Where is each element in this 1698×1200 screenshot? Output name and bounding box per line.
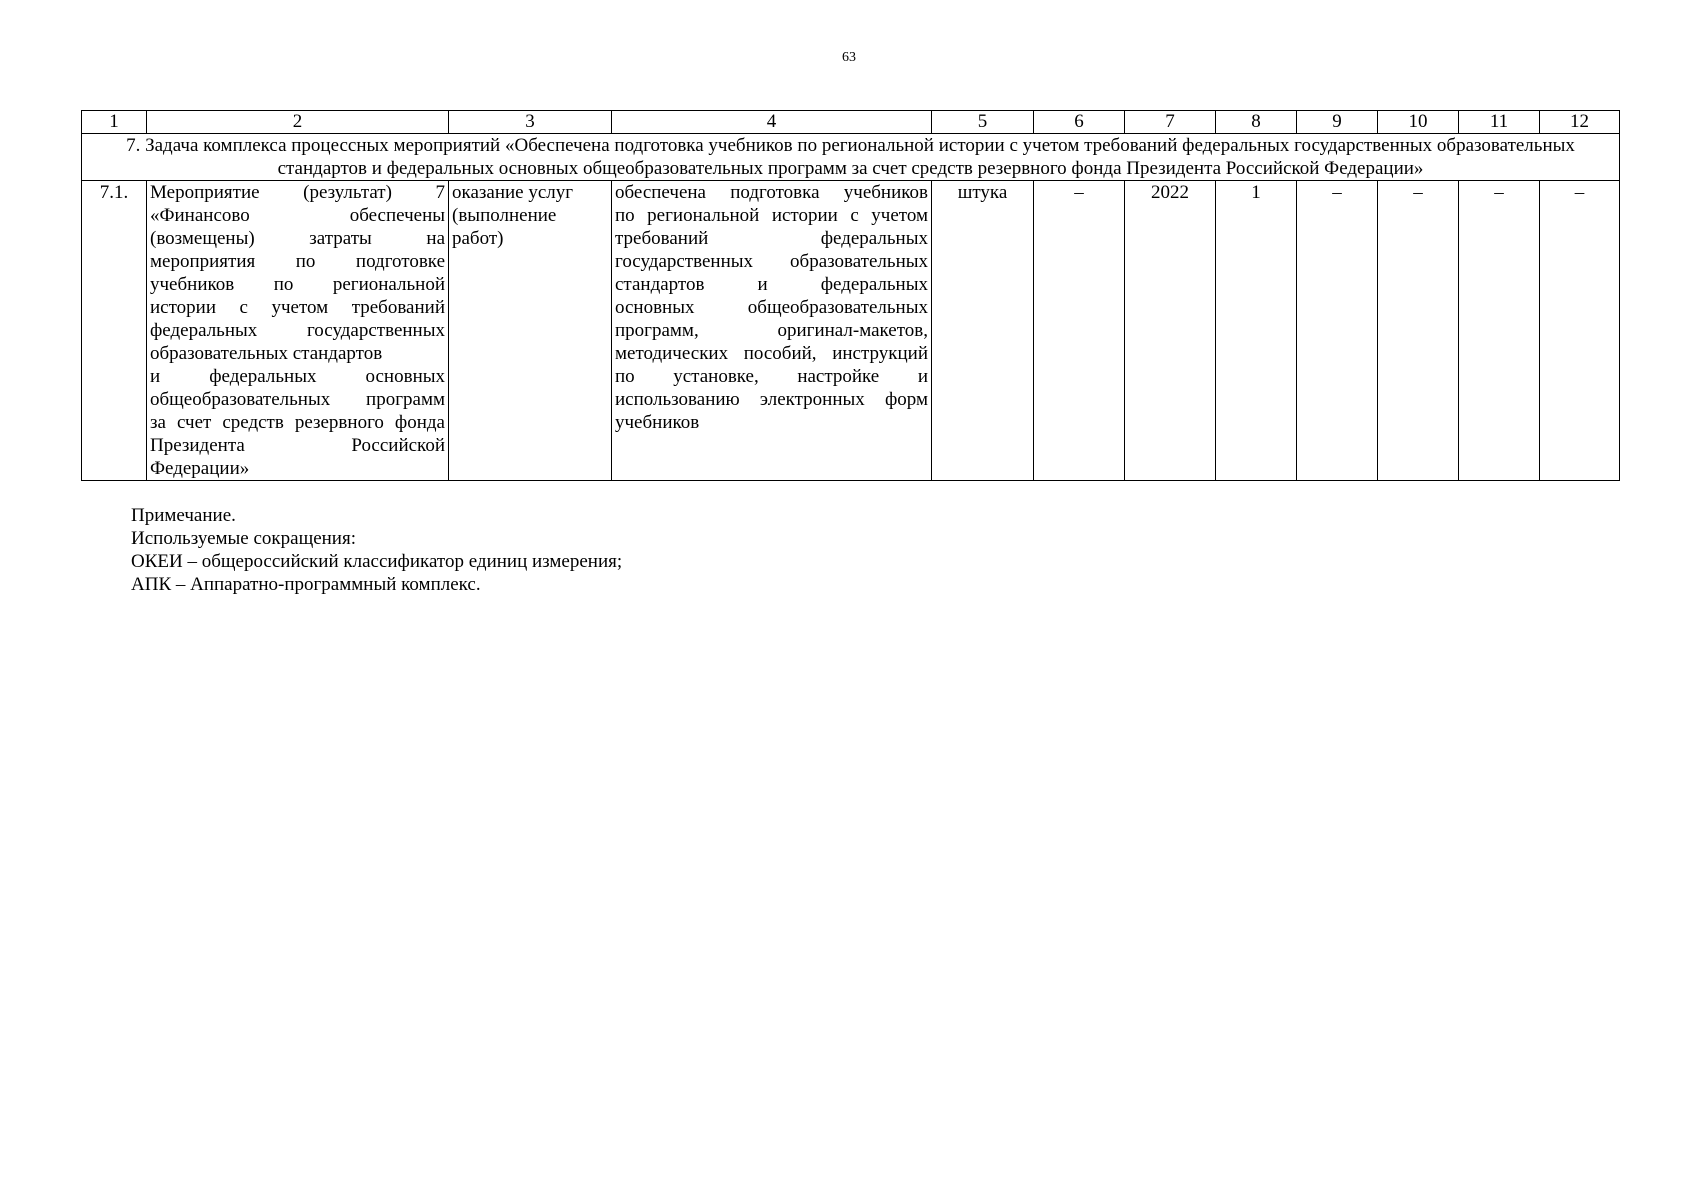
section-row: [82, 134, 1620, 181]
value-cell-11: –: [1459, 181, 1540, 481]
measure-name-line: Федерации»: [150, 458, 250, 479]
column-number: 6: [1034, 111, 1125, 134]
measure-type-cell: [449, 181, 612, 481]
measures-table: [81, 110, 1620, 481]
characteristic-line: учебников: [615, 412, 700, 433]
column-number: 8: [1216, 111, 1297, 134]
characteristic-line: государственных образовательных: [615, 251, 928, 272]
measure-type-line: (выполнение: [452, 205, 557, 226]
column-number: 5: [932, 111, 1034, 134]
measure-name-line: Мероприятие (результат) 7: [150, 182, 445, 203]
value-cell-10: –: [1378, 181, 1459, 481]
characteristic-cell: [612, 181, 932, 481]
measure-name-line: федеральных государственных: [150, 320, 445, 341]
characteristic-line: по установке, настройке и: [615, 366, 928, 387]
note-subtitle: Используемые сокращения:: [131, 528, 356, 549]
note-item: ОКЕИ – общероссийский классификатор единиц измерения;: [131, 551, 623, 572]
measure-type-line: работ): [452, 228, 504, 249]
value-cell-6: –: [1034, 181, 1125, 481]
measure-name-line: и федеральных основных: [150, 366, 445, 387]
note-title: Примечание.: [131, 505, 236, 526]
characteristic-line: требований федеральных: [615, 228, 928, 249]
year-cell: 2022: [1125, 181, 1216, 481]
characteristic-line: методических пособий, инструкций: [615, 343, 928, 364]
measure-name-line: за счет средств резервного фонда: [150, 412, 445, 433]
characteristic-line: обеспечена подготовка учебников: [615, 182, 928, 203]
measure-name-line: (возмещены) затраты на: [150, 228, 445, 249]
column-number: 4: [612, 111, 932, 134]
measure-name-line: мероприятия по подготовке: [150, 251, 445, 272]
column-number: 9: [1297, 111, 1378, 134]
section-title: 7. Задача комплекса процессных мероприятий «Обеспечена подготовка учебников по региональной истории с учетом требований федеральных государственных образовательных стандартов и федеральных основных общеобразовательных программ за счет средств резервного фонда Президента Российской Федерации»: [82, 134, 1620, 181]
page-number: 63: [842, 50, 856, 65]
measure-name-cell: [147, 181, 449, 481]
characteristic-line: использованию электронных форм: [615, 389, 928, 410]
column-number: 2: [147, 111, 449, 134]
measure-name-line: учебников по региональной: [150, 274, 445, 295]
note-block: [131, 504, 622, 596]
note-item: АПК – Аппаратно-программный комплекс.: [131, 574, 481, 595]
characteristic-line: основных общеобразовательных: [615, 297, 928, 318]
characteristic-line: по региональной истории с учетом: [615, 205, 928, 226]
column-number: 12: [1540, 111, 1620, 134]
column-number: 11: [1459, 111, 1540, 134]
column-number: 10: [1378, 111, 1459, 134]
measure-name-line: «Финансово обеспечены: [150, 205, 445, 226]
column-number: 7: [1125, 111, 1216, 134]
measure-name-line: образовательных стандартов: [150, 343, 383, 364]
column-number: 3: [449, 111, 612, 134]
characteristic-line: стандартов и федеральных: [615, 274, 928, 295]
value-cell-12: –: [1540, 181, 1620, 481]
measure-name-line: истории с учетом требований: [150, 297, 445, 318]
measure-name-line: общеобразовательных программ: [150, 389, 445, 410]
characteristic-line: программ, оригинал-макетов,: [615, 320, 928, 341]
column-number-row: [82, 111, 1620, 134]
table-row: [82, 181, 1620, 481]
row-number-cell: 7.1.: [82, 181, 147, 481]
unit-cell: штука: [932, 181, 1034, 481]
value-cell-8: 1: [1216, 181, 1297, 481]
measure-type-line: оказание услуг: [452, 182, 574, 203]
column-number: 1: [82, 111, 147, 134]
value-cell-9: –: [1297, 181, 1378, 481]
measure-name-line: Президента Российской: [150, 435, 445, 456]
